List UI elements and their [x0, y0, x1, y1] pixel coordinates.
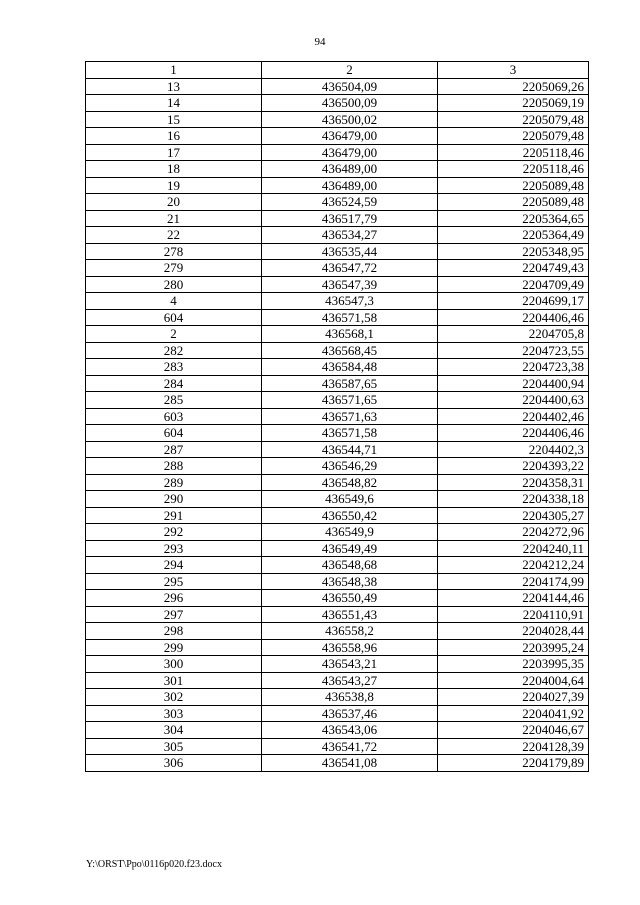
table-row [86, 144, 589, 161]
cell-x-coordinate: 436571,63 [262, 408, 438, 425]
cell-point-number: 305 [86, 738, 262, 755]
table-body [86, 78, 589, 771]
cell-y-coordinate: 2204723,55 [438, 342, 589, 359]
cell-point-number: 283 [86, 359, 262, 376]
cell-x-coordinate: 436489,00 [262, 177, 438, 194]
cell-x-coordinate: 436541,72 [262, 738, 438, 755]
table-row [86, 78, 589, 95]
cell-y-coordinate: 2204110,91 [438, 606, 589, 623]
cell-y-coordinate: 2204749,43 [438, 260, 589, 277]
cell-point-number: 285 [86, 392, 262, 409]
cell-y-coordinate: 2205069,19 [438, 95, 589, 112]
cell-x-coordinate: 436500,09 [262, 95, 438, 112]
cell-x-coordinate: 436558,96 [262, 639, 438, 656]
cell-point-number: 302 [86, 689, 262, 706]
cell-point-number: 301 [86, 672, 262, 689]
cell-y-coordinate: 2204400,94 [438, 375, 589, 392]
cell-y-coordinate: 2204028,44 [438, 623, 589, 640]
table-row [86, 326, 589, 343]
cell-x-coordinate: 436534,27 [262, 227, 438, 244]
table-row [86, 491, 589, 508]
cell-x-coordinate: 436517,79 [262, 210, 438, 227]
cell-y-coordinate: 2204240,11 [438, 540, 589, 557]
cell-point-number: 300 [86, 656, 262, 673]
cell-y-coordinate: 2205079,48 [438, 111, 589, 128]
cell-y-coordinate: 2205364,65 [438, 210, 589, 227]
cell-x-coordinate: 436541,08 [262, 755, 438, 772]
cell-x-coordinate: 436551,43 [262, 606, 438, 623]
header-row [86, 62, 589, 79]
cell-y-coordinate: 2205118,46 [438, 144, 589, 161]
cell-x-coordinate: 436548,38 [262, 573, 438, 590]
cell-x-coordinate: 436548,82 [262, 474, 438, 491]
cell-x-coordinate: 436584,48 [262, 359, 438, 376]
table-row [86, 293, 589, 310]
cell-point-number: 297 [86, 606, 262, 623]
cell-y-coordinate: 2204402,46 [438, 408, 589, 425]
cell-x-coordinate: 436549,9 [262, 524, 438, 541]
table-row [86, 194, 589, 211]
cell-y-coordinate: 2204212,24 [438, 557, 589, 574]
cell-x-coordinate: 436547,3 [262, 293, 438, 310]
cell-y-coordinate: 2204406,46 [438, 309, 589, 326]
cell-x-coordinate: 436547,39 [262, 276, 438, 293]
cell-point-number: 18 [86, 161, 262, 178]
coordinates-table [85, 61, 589, 772]
cell-y-coordinate: 2204406,46 [438, 425, 589, 442]
cell-y-coordinate: 2204179,89 [438, 755, 589, 772]
cell-x-coordinate: 436489,00 [262, 161, 438, 178]
cell-x-coordinate: 436546,29 [262, 458, 438, 475]
cell-y-coordinate: 2204723,38 [438, 359, 589, 376]
cell-point-number: 279 [86, 260, 262, 277]
cell-x-coordinate: 436548,68 [262, 557, 438, 574]
cell-x-coordinate: 436571,58 [262, 425, 438, 442]
cell-y-coordinate: 2205079,48 [438, 128, 589, 145]
cell-x-coordinate: 436558,2 [262, 623, 438, 640]
cell-point-number: 2 [86, 326, 262, 343]
cell-y-coordinate: 2204004,64 [438, 672, 589, 689]
cell-point-number: 604 [86, 309, 262, 326]
cell-point-number: 19 [86, 177, 262, 194]
table-row [86, 309, 589, 326]
cell-x-coordinate: 436537,46 [262, 705, 438, 722]
cell-point-number: 292 [86, 524, 262, 541]
cell-y-coordinate: 2205348,95 [438, 243, 589, 260]
cell-point-number: 284 [86, 375, 262, 392]
table-row [86, 161, 589, 178]
cell-point-number: 289 [86, 474, 262, 491]
cell-x-coordinate: 436504,09 [262, 78, 438, 95]
cell-y-coordinate: 2204144,46 [438, 590, 589, 607]
table-header [86, 62, 589, 79]
cell-y-coordinate: 2204393,22 [438, 458, 589, 475]
table-row [86, 738, 589, 755]
cell-point-number: 288 [86, 458, 262, 475]
cell-x-coordinate: 436543,21 [262, 656, 438, 673]
table-row [86, 639, 589, 656]
table-row [86, 689, 589, 706]
table-row [86, 359, 589, 376]
table-row [86, 425, 589, 442]
cell-x-coordinate: 436479,00 [262, 128, 438, 145]
cell-point-number: 291 [86, 507, 262, 524]
cell-y-coordinate: 2204046,67 [438, 722, 589, 739]
cell-x-coordinate: 436544,71 [262, 441, 438, 458]
column-header-point-number: 1 [86, 62, 262, 79]
cell-x-coordinate: 436549,6 [262, 491, 438, 508]
cell-point-number: 14 [86, 95, 262, 112]
table-row [86, 573, 589, 590]
footer-file-path: Y:\ORST\Ppo\0116p020.f23.docx [86, 859, 222, 870]
table-row [86, 441, 589, 458]
table-row [86, 656, 589, 673]
cell-y-coordinate: 2205089,48 [438, 177, 589, 194]
table-row [86, 95, 589, 112]
cell-point-number: 17 [86, 144, 262, 161]
cell-point-number: 290 [86, 491, 262, 508]
table-row [86, 755, 589, 772]
cell-x-coordinate: 436549,49 [262, 540, 438, 557]
cell-y-coordinate: 2204709,49 [438, 276, 589, 293]
cell-point-number: 4 [86, 293, 262, 310]
cell-point-number: 293 [86, 540, 262, 557]
cell-point-number: 303 [86, 705, 262, 722]
cell-x-coordinate: 436550,49 [262, 590, 438, 607]
cell-x-coordinate: 436535,44 [262, 243, 438, 260]
cell-point-number: 298 [86, 623, 262, 640]
table-row [86, 524, 589, 541]
table-row [86, 540, 589, 557]
table-row [86, 243, 589, 260]
cell-point-number: 603 [86, 408, 262, 425]
cell-y-coordinate: 2203995,24 [438, 639, 589, 656]
cell-y-coordinate: 2204305,27 [438, 507, 589, 524]
table-row [86, 557, 589, 574]
table-row [86, 590, 589, 607]
cell-y-coordinate: 2204174,99 [438, 573, 589, 590]
table-row [86, 705, 589, 722]
column-header-y: 3 [438, 62, 589, 79]
cell-point-number: 296 [86, 590, 262, 607]
cell-y-coordinate: 2205089,48 [438, 194, 589, 211]
cell-point-number: 16 [86, 128, 262, 145]
page-number: 94 [314, 36, 326, 48]
cell-y-coordinate: 2205069,26 [438, 78, 589, 95]
cell-y-coordinate: 2204400,63 [438, 392, 589, 409]
cell-point-number: 295 [86, 573, 262, 590]
table-row [86, 623, 589, 640]
cell-point-number: 278 [86, 243, 262, 260]
table-row [86, 474, 589, 491]
cell-y-coordinate: 2203995,35 [438, 656, 589, 673]
table-row [86, 276, 589, 293]
cell-x-coordinate: 436524,59 [262, 194, 438, 211]
table-row [86, 672, 589, 689]
cell-x-coordinate: 436543,27 [262, 672, 438, 689]
table-row [86, 507, 589, 524]
table-row [86, 210, 589, 227]
cell-y-coordinate: 2205118,46 [438, 161, 589, 178]
cell-y-coordinate: 2204338,18 [438, 491, 589, 508]
cell-point-number: 304 [86, 722, 262, 739]
cell-x-coordinate: 436587,65 [262, 375, 438, 392]
cell-point-number: 280 [86, 276, 262, 293]
cell-point-number: 604 [86, 425, 262, 442]
cell-x-coordinate: 436571,58 [262, 309, 438, 326]
cell-point-number: 294 [86, 557, 262, 574]
cell-y-coordinate: 2204705,8 [438, 326, 589, 343]
cell-point-number: 299 [86, 639, 262, 656]
table-row [86, 111, 589, 128]
cell-x-coordinate: 436543,06 [262, 722, 438, 739]
cell-x-coordinate: 436500,02 [262, 111, 438, 128]
table-row [86, 260, 589, 277]
table-row [86, 408, 589, 425]
cell-point-number: 20 [86, 194, 262, 211]
table-row [86, 458, 589, 475]
cell-point-number: 21 [86, 210, 262, 227]
cell-point-number: 22 [86, 227, 262, 244]
cell-x-coordinate: 436571,65 [262, 392, 438, 409]
cell-point-number: 15 [86, 111, 262, 128]
cell-x-coordinate: 436568,1 [262, 326, 438, 343]
cell-x-coordinate: 436568,45 [262, 342, 438, 359]
table-row [86, 606, 589, 623]
cell-y-coordinate: 2204402,3 [438, 441, 589, 458]
table-row [86, 722, 589, 739]
column-header-x: 2 [262, 62, 438, 79]
table-row [86, 392, 589, 409]
cell-y-coordinate: 2205364,49 [438, 227, 589, 244]
cell-point-number: 287 [86, 441, 262, 458]
cell-y-coordinate: 2204272,96 [438, 524, 589, 541]
cell-x-coordinate: 436550,42 [262, 507, 438, 524]
table-row [86, 128, 589, 145]
cell-x-coordinate: 436538,8 [262, 689, 438, 706]
cell-y-coordinate: 2204358,31 [438, 474, 589, 491]
table-row [86, 375, 589, 392]
cell-point-number: 13 [86, 78, 262, 95]
cell-x-coordinate: 436479,00 [262, 144, 438, 161]
cell-y-coordinate: 2204027,39 [438, 689, 589, 706]
table-row [86, 227, 589, 244]
cell-point-number: 306 [86, 755, 262, 772]
table-row [86, 342, 589, 359]
cell-y-coordinate: 2204128,39 [438, 738, 589, 755]
cell-y-coordinate: 2204041,92 [438, 705, 589, 722]
cell-point-number: 282 [86, 342, 262, 359]
cell-y-coordinate: 2204699,17 [438, 293, 589, 310]
table-row [86, 177, 589, 194]
cell-x-coordinate: 436547,72 [262, 260, 438, 277]
